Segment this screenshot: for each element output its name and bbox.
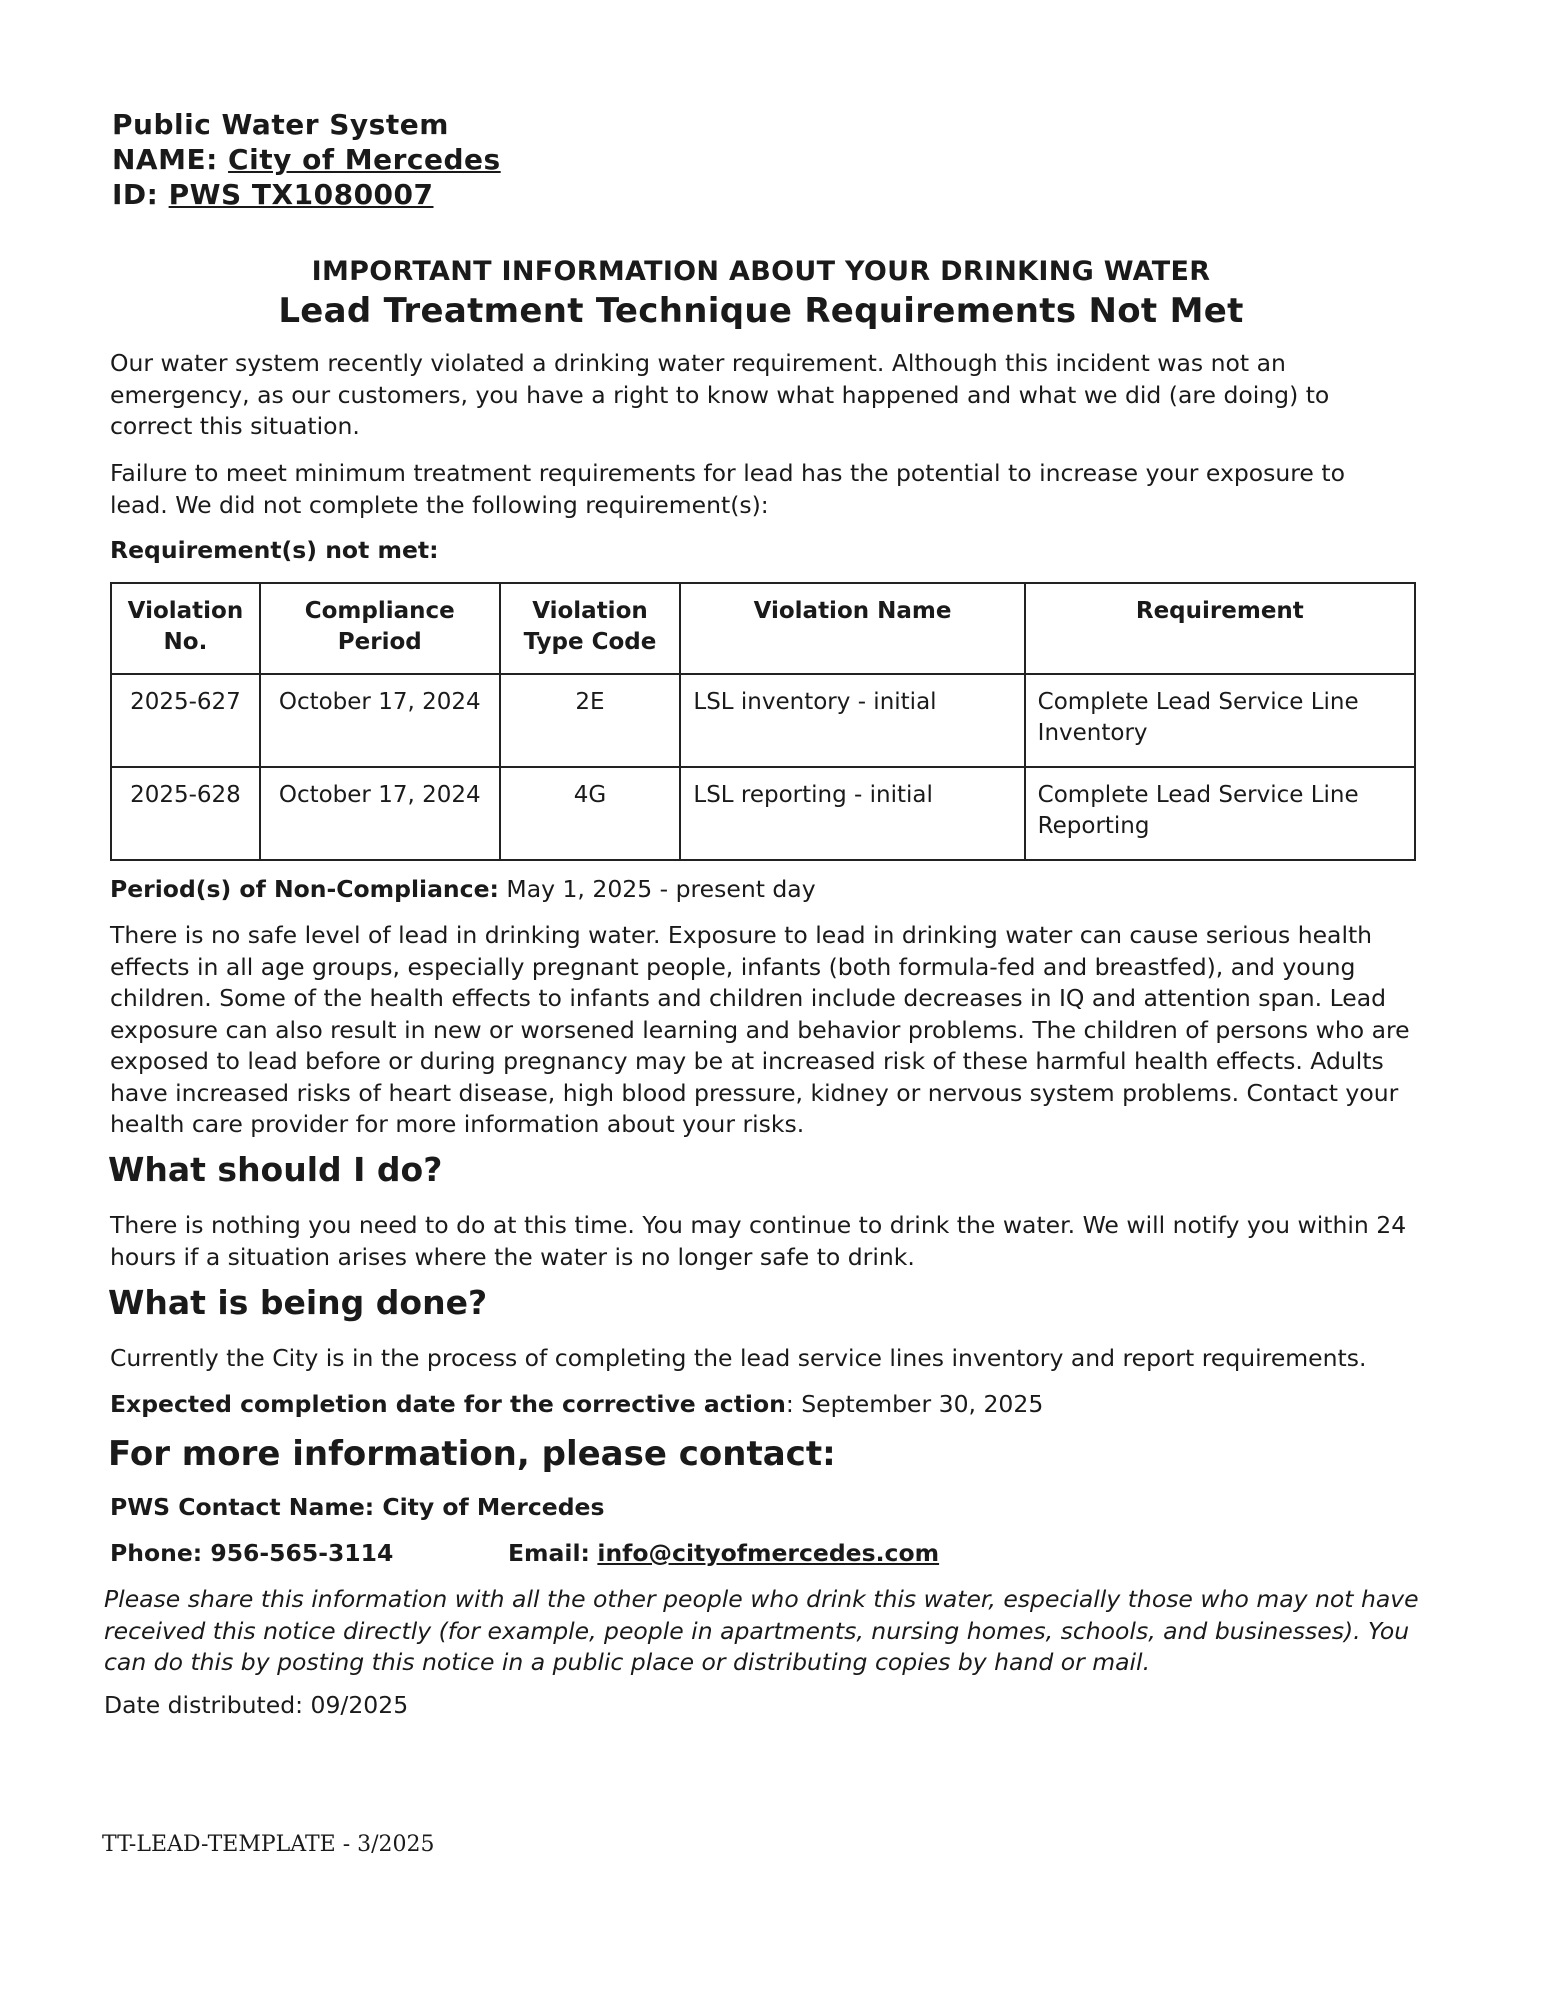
- header-requirement: Requirement: [1025, 583, 1415, 674]
- table-row: [111, 767, 1415, 860]
- header-compliance-period: Compliance Period: [260, 583, 500, 674]
- requirements-label: Requirement(s) not met:: [110, 536, 439, 564]
- system-name-line: [112, 143, 501, 176]
- header-violation-type-code: Violation Type Code: [500, 583, 681, 674]
- header-violation-name: Violation Name: [680, 583, 1024, 674]
- health-effects-paragraph: There is no safe level of lead in drinking water. Exposure to lead in drinking water can cause serious health effects in all age groups, especially pregnant people, infants (both formula-fed and breastfed), and young children. Some of the health effects to infants and children include decreases in IQ and attention span. Lead exposure can also result in new or worsened learning and behavior problems. The children of persons who are exposed to lead before or during pregnancy may be at increased risk of these harmful health effects. Adults have increased risks of heart disease, high blood pressure, kidney or nervous system problems. Contact your health care provider for more information about your risks.: [110, 921, 1410, 1138]
- non-compliance-label: Period(s) of Non-Compliance:: [110, 875, 499, 903]
- cell-violation-no: 2025-628: [111, 767, 260, 860]
- system-heading: [112, 108, 449, 141]
- being-done-body: Currently the City is in the process of completing the lead service lines inventory and report requirements.: [110, 1344, 1367, 1372]
- cell-violation-name: LSL reporting - initial: [680, 767, 1024, 860]
- non-compliance-value: May 1, 2025 - present day: [506, 875, 816, 903]
- cell-violation-type-code: 2E: [500, 674, 681, 767]
- completion-line: [110, 1389, 1410, 1421]
- completion-separator: :: [785, 1390, 794, 1418]
- contact-phone-line: Phone: 956-565-3114: [110, 1539, 394, 1567]
- what-to-do-body: There is nothing you need to do at this time. You may continue to drink the water. We will notify you within 24 hours if a situation arises where the water is no longer safe to drink.: [110, 1211, 1407, 1271]
- completion-label: Expected completion date for the corrective action: [110, 1390, 786, 1418]
- intro-paragraph-1: Our water system recently violated a drinking water requirement. Although this incident was not an emergency, as our customers, you have a right to know what happened and what we did (are doing) to correct this situation.: [110, 349, 1330, 440]
- completion-value: September 30, 2025: [801, 1390, 1044, 1418]
- contact-heading: For more information, please contact:: [108, 1434, 836, 1474]
- cell-compliance-period: October 17, 2024: [260, 674, 500, 767]
- system-heading-text: Public Water System: [112, 108, 449, 141]
- contact-email-line: [508, 1538, 1208, 1570]
- header-violation-no: Violation No.: [111, 583, 260, 674]
- cell-requirement: Complete Lead Service Line Reporting: [1025, 767, 1415, 860]
- notice-subtitle: Lead Treatment Technique Requirements Not Met: [278, 291, 1244, 331]
- being-done-heading: What is being done?: [108, 1283, 488, 1322]
- non-compliance-line: [110, 874, 1410, 906]
- system-name-value: City of Mercedes: [228, 143, 501, 176]
- table-header-row: [111, 583, 1415, 674]
- system-name-label: NAME:: [112, 143, 218, 176]
- cell-violation-name: LSL inventory - initial: [680, 674, 1024, 767]
- share-note: Please share this information with all the other people who drink this water, especially those who may not have received this notice directly (for example, people in apartments, nursing homes, schools, and businesses). You can do this by posting this notice in a public place or distributing copies by hand or mail.: [104, 1585, 1419, 1676]
- notice-title: IMPORTANT INFORMATION ABOUT YOUR DRINKING WATER: [311, 256, 1211, 287]
- contact-email-link[interactable]: info@cityofmercedes.com: [597, 1539, 940, 1567]
- intro-paragraph-2: Failure to meet minimum treatment requirements for lead has the potential to increase your exposure to lead. We did not complete the following requirement(s):: [110, 459, 1345, 519]
- date-distributed: Date distributed: 09/2025: [104, 1691, 409, 1719]
- contact-email-label: Email:: [508, 1539, 590, 1567]
- system-id-label: ID:: [112, 178, 159, 211]
- system-id-line: [112, 178, 434, 211]
- cell-violation-no: 2025-627: [111, 674, 260, 767]
- cell-violation-type-code: 4G: [500, 767, 681, 860]
- what-to-do-heading: What should I do?: [108, 1150, 443, 1189]
- violations-table: [110, 582, 1416, 861]
- contact-name-line: PWS Contact Name: City of Mercedes: [110, 1493, 605, 1521]
- cell-requirement: Complete Lead Service Line Inventory: [1025, 674, 1415, 767]
- cell-compliance-period: October 17, 2024: [260, 767, 500, 860]
- table-row: [111, 674, 1415, 767]
- system-id-value: PWS TX1080007: [168, 178, 434, 211]
- template-code: TT-LEAD-TEMPLATE - 3/2025: [102, 1832, 435, 1857]
